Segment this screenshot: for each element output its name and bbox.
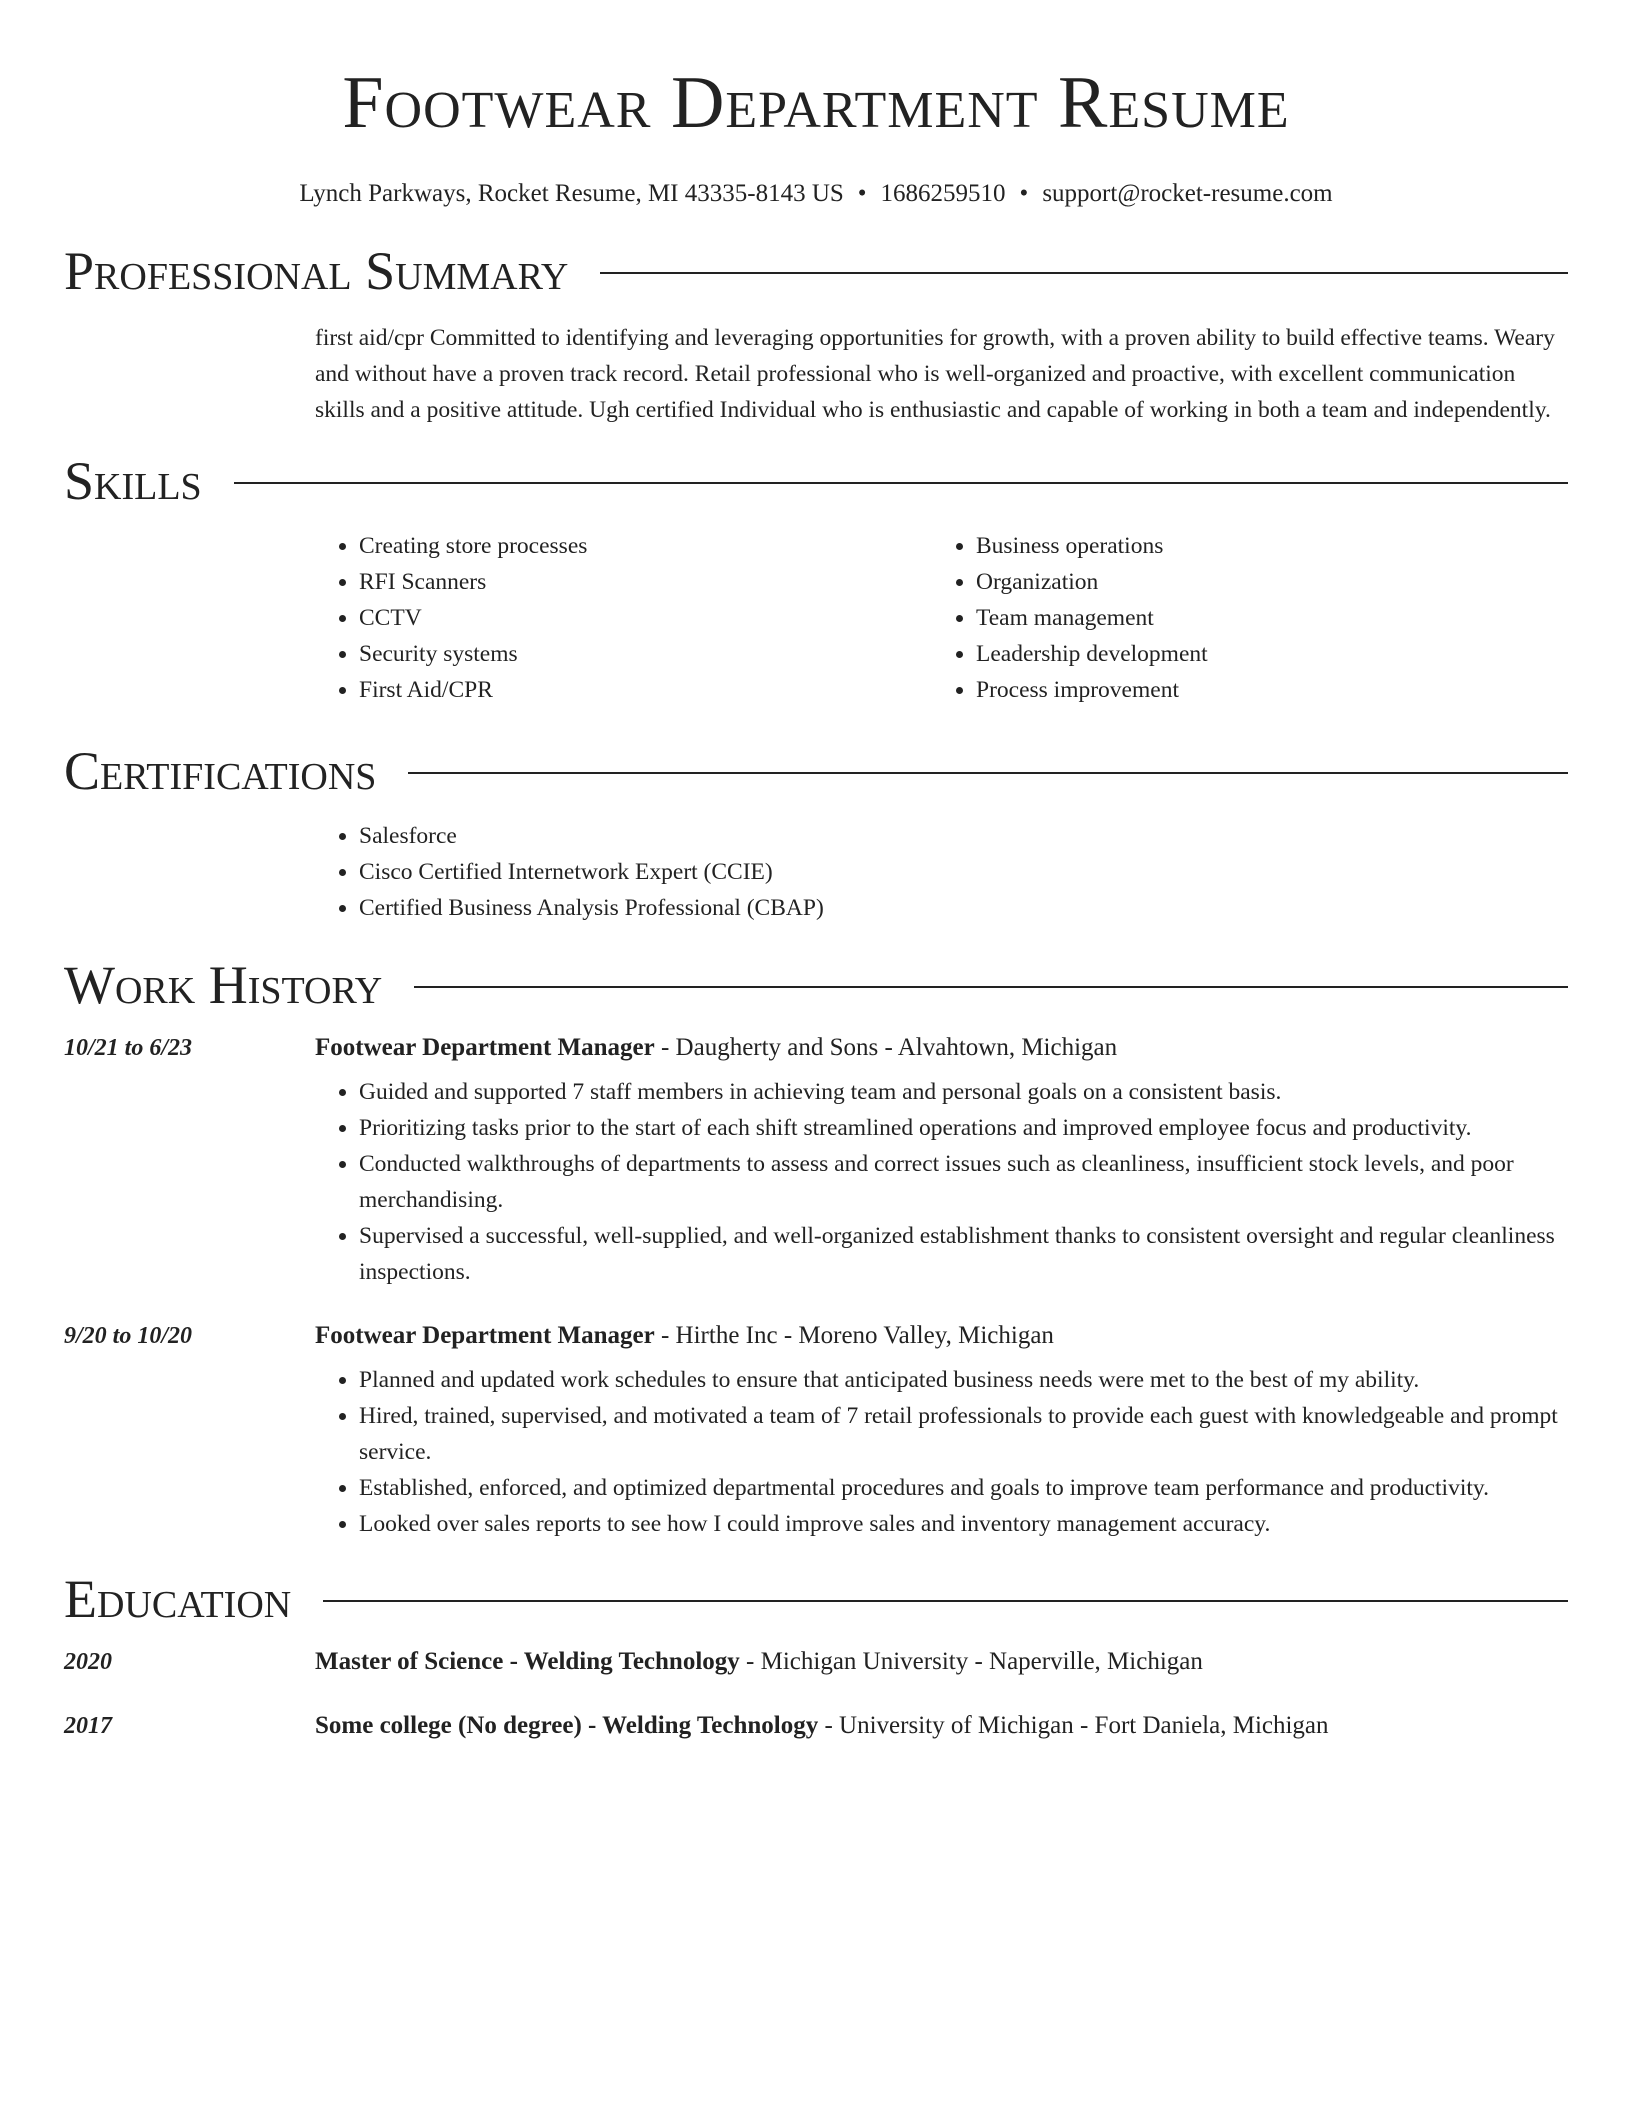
contact-separator: • bbox=[857, 180, 867, 207]
education-year: 2017 bbox=[64, 1713, 112, 1739]
education-entry bbox=[64, 1648, 1568, 1676]
skills-list-right bbox=[932, 528, 1549, 708]
education-year: 2020 bbox=[64, 1649, 112, 1675]
certifications-section bbox=[64, 736, 1568, 926]
section-divider bbox=[323, 1600, 1568, 1602]
job-dates: 10/21 to 6/23 bbox=[64, 1035, 193, 1061]
skill-item: • First Aid/CPR bbox=[359, 672, 932, 708]
job-bullets-wrap bbox=[315, 1074, 1568, 1290]
job-bullet: • Looked over sales reports to see how I could improve sales and inventory management accuracy. bbox=[359, 1506, 1568, 1542]
work-header bbox=[64, 950, 1568, 1020]
job-employer: - Daugherty and Sons - Alvahtown, Michigan bbox=[654, 1034, 1118, 1061]
skills-section bbox=[64, 446, 1568, 708]
section-divider bbox=[234, 482, 1568, 484]
work-heading: Work History bbox=[64, 955, 383, 1015]
job-employer: - Hirthe Inc - Moreno Valley, Michigan bbox=[654, 1322, 1054, 1349]
skills-header bbox=[64, 446, 1568, 516]
resume-title: Footwear Department Resume bbox=[342, 62, 1290, 144]
section-divider bbox=[600, 272, 1568, 274]
education-line bbox=[315, 1648, 1203, 1676]
education-header bbox=[64, 1564, 1568, 1634]
job-title-line bbox=[315, 1322, 1054, 1350]
certifications-heading: Certifications bbox=[64, 741, 377, 801]
job-bullet: • Conducted walkthroughs of departments to assess and correct issues such as cleanliness, insufficient stock levels, and poor merchandising. bbox=[359, 1146, 1568, 1218]
job-title: Footwear Department Manager bbox=[315, 1034, 655, 1061]
skill-item: • CCTV bbox=[359, 600, 932, 636]
skills-columns bbox=[315, 528, 1568, 708]
summary-section bbox=[64, 236, 1568, 428]
skill-item: • Leadership development bbox=[976, 636, 1549, 672]
education-line bbox=[315, 1712, 1329, 1740]
job-header bbox=[64, 1322, 1568, 1350]
job-title: Footwear Department Manager bbox=[315, 1322, 655, 1349]
skill-item: • RFI Scanners bbox=[359, 564, 932, 600]
education-heading: Education bbox=[64, 1569, 292, 1629]
section-divider bbox=[414, 986, 1568, 988]
skills-list-left bbox=[315, 528, 932, 708]
summary-heading: Professional Summary bbox=[64, 241, 569, 301]
education-entry bbox=[64, 1712, 1568, 1740]
job-entry bbox=[64, 1322, 1568, 1542]
job-bullets bbox=[315, 1362, 1568, 1542]
summary-text: first aid/cpr Committed to identifying and leveraging opportunities for growth, with a proven ability to build effective teams. Weary and without have a proven track record. Retail professional who is well-organized and proactive, with excellent communication skills and a positive attitude. Ugh certified Individual who is enthusiastic and capable of working in both a team and independently. bbox=[315, 325, 1555, 423]
job-bullet: • Hired, trained, supervised, and motivated a team of 7 retail professionals to provide each guest with knowledgeable and prompt service. bbox=[359, 1398, 1568, 1470]
job-bullet: • Established, enforced, and optimized departmental procedures and goals to improve team performance and productivity. bbox=[359, 1470, 1568, 1506]
certification-item: • Cisco Certified Internetwork Expert (CCIE) bbox=[359, 854, 1568, 890]
contact-line bbox=[64, 178, 1568, 210]
job-bullet: • Planned and updated work schedules to ensure that anticipated business needs were met to the best of my ability. bbox=[359, 1362, 1568, 1398]
job-entry bbox=[64, 1034, 1568, 1290]
job-bullet: • Supervised a successful, well-supplied, and well-organized establishment thanks to consistent oversight and regular cleanliness inspections. bbox=[359, 1218, 1568, 1290]
job-bullets bbox=[315, 1074, 1568, 1290]
job-bullet: • Guided and supported 7 staff members in achieving team and personal goals on a consistent basis. bbox=[359, 1074, 1568, 1110]
summary-header bbox=[64, 236, 1568, 306]
work-section bbox=[64, 950, 1568, 1542]
skill-item: • Process improvement bbox=[976, 672, 1549, 708]
section-divider bbox=[408, 772, 1568, 774]
skill-item: • Security systems bbox=[359, 636, 932, 672]
certification-item: • Salesforce bbox=[359, 818, 1568, 854]
contact-address: Lynch Parkways, Rocket Resume, MI 43335-8143 US bbox=[299, 180, 844, 207]
job-header bbox=[64, 1034, 1568, 1062]
education-section bbox=[64, 1564, 1568, 1740]
education-degree: Master of Science - Welding Technology bbox=[315, 1648, 740, 1675]
certifications-list bbox=[315, 818, 1568, 926]
education-school: - University of Michigan - Fort Daniela, Michigan bbox=[818, 1712, 1329, 1739]
education-degree: Some college (No degree) - Welding Technology bbox=[315, 1712, 819, 1739]
skill-item: • Business operations bbox=[976, 528, 1549, 564]
contact-separator: • bbox=[1019, 180, 1029, 207]
job-title-line bbox=[315, 1034, 1117, 1062]
certification-item: • Certified Business Analysis Professional (CBAP) bbox=[359, 890, 1568, 926]
job-bullet: • Prioritizing tasks prior to the start of each shift streamlined operations and improved employee focus and productivity. bbox=[359, 1110, 1568, 1146]
certifications-header bbox=[64, 736, 1568, 806]
skill-item: • Team management bbox=[976, 600, 1549, 636]
skill-item: • Creating store processes bbox=[359, 528, 932, 564]
contact-phone: 1686259510 bbox=[880, 180, 1006, 207]
skill-item: • Organization bbox=[976, 564, 1549, 600]
certifications-list-wrap bbox=[315, 818, 1568, 926]
contact-email: support@rocket-resume.com bbox=[1042, 180, 1333, 207]
skills-heading: Skills bbox=[64, 451, 202, 511]
job-dates: 9/20 to 10/20 bbox=[64, 1323, 193, 1349]
education-school: - Michigan University - Naperville, Michigan bbox=[739, 1648, 1203, 1675]
job-bullets-wrap bbox=[315, 1362, 1568, 1542]
